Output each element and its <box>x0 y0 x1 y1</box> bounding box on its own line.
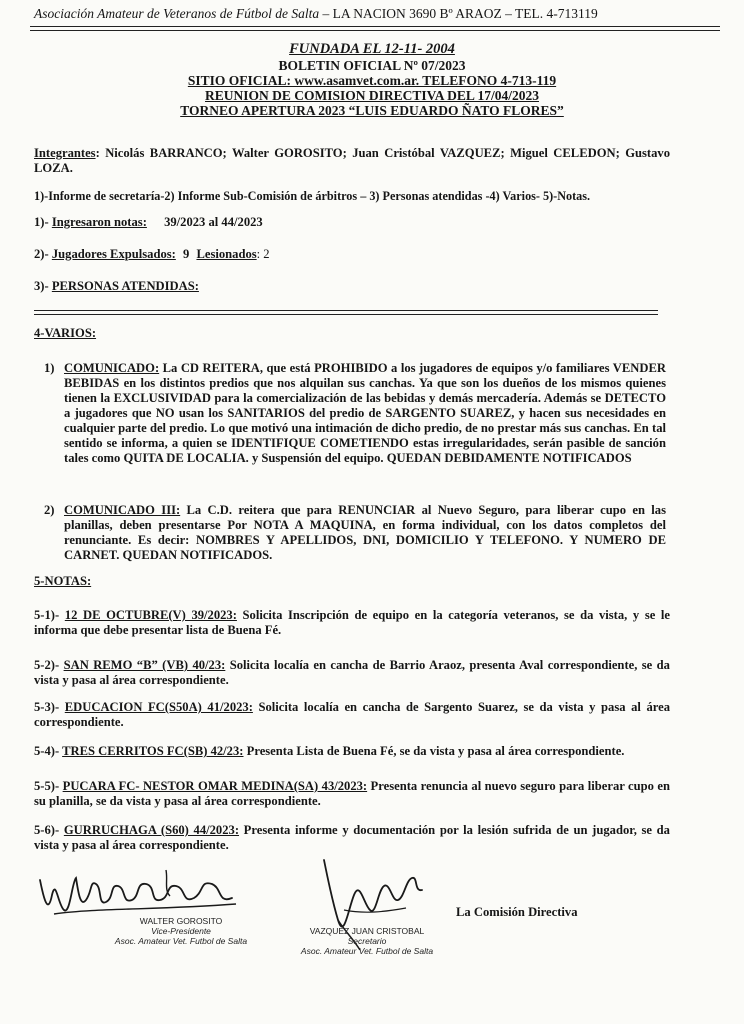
signature-right-name: VAZQUEZ JUAN CRISTOBAL <box>309 926 425 936</box>
note-5-3 <box>34 700 670 730</box>
note-5-4 <box>34 744 670 759</box>
note-5-1 <box>34 608 670 638</box>
note-5-2-title: SAN REMO “B” (VB) 40/23: <box>63 658 226 672</box>
note-5-3-num: 5-3)- <box>34 700 60 714</box>
note-5-6-title: GURRUCHAGA (S60) 44/2023: <box>63 823 240 837</box>
note-5-4-num: 5-4)- <box>34 744 60 758</box>
section-2-num: 2)- <box>34 247 49 261</box>
bulletin-title: BOLETIN OFICIAL Nº 07/2023 <box>278 58 466 73</box>
section-1 <box>34 215 670 230</box>
signature-left-role: Vice-Presidente <box>151 926 211 936</box>
note-5-6-num: 5-6)- <box>34 823 60 837</box>
section-2-injured-label: Lesionados <box>196 247 257 261</box>
section-2-label: Jugadores Expulsados: <box>51 247 176 261</box>
varios-item-2-num: 2) <box>44 503 55 517</box>
note-5-5 <box>34 779 670 809</box>
letterhead <box>34 6 598 22</box>
note-5-2 <box>34 658 670 688</box>
members-label: Integrantes <box>34 146 96 160</box>
section-3 <box>34 279 670 294</box>
letterhead-address: – LA NACION 3690 Bº ARAOZ – TEL. 4-713119 <box>319 6 598 21</box>
agenda-line: 1)-Informe de secretaría-2) Informe Sub-Comisión de árbitros – 3) Personas atendidas -4) Varios- 5)-Notas. <box>34 189 591 203</box>
varios-item-2 <box>64 503 666 563</box>
site-title: SITIO OFICIAL: www.asamvet.com.ar. TELEFONO 4-713-119 <box>187 73 557 88</box>
section-2 <box>34 247 670 262</box>
section-1-value: 39/2023 al 44/2023 <box>164 215 263 229</box>
note-5-1-title: 12 DE OCTUBRE(V) 39/2023: <box>64 608 237 622</box>
section-2-injured: : 2 <box>256 247 270 261</box>
signature-right-org: Asoc. Amateur Vet. Futbol de Salta <box>300 946 434 956</box>
section-1-num: 1)- <box>34 215 49 229</box>
note-5-4-text: Presenta Lista de Buena Fé, se da vista y pasa al área correspondiente. <box>243 744 625 758</box>
note-5-2-text: Solicita localía en cancha de Barrio Araoz, presenta Aval correspondiente, se da vista y pasa al área correspondiente. <box>34 658 670 688</box>
note-5-6-text: Presenta informe y documentación por la lesión sufrida de un jugador, se da vista y pasa al área correspondiente. <box>34 823 670 853</box>
note-5-5-title: PUCARA FC- NESTOR OMAR MEDINA(SA) 43/2023: <box>62 779 368 793</box>
section-divider-2 <box>34 314 658 315</box>
varios-item-1-text: La CD REITERA, que está PROHIBIDO a los jugadores de equipos y/o familiares VENDER BEBIDAS en los distintos predios que nos alquilan sus canchas. Ya que son los dueños de los mismos quienes tienen la EXCLUSIVIDAD para la comercialización de las bebidas y demás mercadería. Además se DETECTO a jugadores que NO usan los SANITARIOS del predio de SARGENTO SUAREZ, y hacen sus necesidades en cualquier parte del predio. Lo que motivó una intimación de dicho predio, de no prestar más sus canchas. En tal sentido se informa, a quien se IDENTIFIQUE COMETIENDO estas irregularidades, serán pasible de sanción tales como QUITA DE LOCALIA. y Suspensión del equipo. QUEDAN DEBIDAMENTE NOTIFICADOS <box>64 361 666 465</box>
letterhead-rule <box>30 26 720 27</box>
founded-title: FUNDADA EL 12-11- 2004 <box>289 41 455 57</box>
closing-signatory: La Comisión Directiva <box>456 905 578 919</box>
note-5-3-title: EDUCACION FC(S50A) 41/2023: <box>64 700 253 714</box>
section-5-heading: 5-NOTAS: <box>34 574 92 588</box>
section-4-heading: 4-VARIOS: <box>34 326 97 340</box>
members-paragraph <box>34 146 670 176</box>
varios-item-2-text: La C.D. reitera que para RENUNCIAR al Nuevo Seguro, para liberar cupo en las planillas, deben presentarse Por NOTA A MAQUINA, en forma individual, con los datos completos del renunciante. Es decir: NOMBRES Y APELLIDOS, DNI, DOMICILIO Y TELEFONO. Y NUMERO DE CARNET. QUEDAN NOTIFICADOS. <box>64 503 666 562</box>
section-3-num: 3)- <box>34 279 49 293</box>
note-5-3-text: Solicita localía en cancha de Sargento Suarez, se da vista y pasa al área correspondiente. <box>34 700 670 730</box>
note-5-5-num: 5-5)- <box>34 779 60 793</box>
note-5-1-num: 5-1)- <box>34 608 60 622</box>
meeting-title: REUNION DE COMISION DIRECTIVA DEL 17/04/2023 <box>205 88 539 103</box>
signature-left <box>86 916 276 946</box>
note-5-1-text: Solicita Inscripción de equipo en la categoría veteranos, se da vista, y se le informa que debe presentar lista de Buena Fé. <box>34 608 670 638</box>
section-1-label: Ingresaron notas: <box>51 215 147 229</box>
signature-right-role: Secretario <box>347 936 387 946</box>
tournament-title: TORNEO APERTURA 2023 “LUIS EDUARDO ÑATO FLORES” <box>180 103 564 118</box>
note-5-5-text: Presenta renuncia al nuevo seguro para liberar cupo en su planilla, se da vista y pasa al área correspondiente. <box>34 779 670 809</box>
signature-left-name: WALTER GOROSITO <box>139 916 223 926</box>
note-5-6 <box>34 823 670 853</box>
letterhead-org: Asociación Amateur de Veteranos de Fútbol de Salta <box>34 6 320 21</box>
section-2-expelled: 9 <box>183 247 190 261</box>
members-names: : Nicolás BARRANCO; Walter GOROSITO; Juan Cristóbal VAZQUEZ; Miguel CELEDON; Gustavo LOZA. <box>34 146 670 176</box>
signature-right <box>282 926 452 956</box>
varios-item-2-title: COMUNICADO III: <box>64 503 181 517</box>
varios-item-1 <box>64 361 666 466</box>
letterhead-rule-2 <box>30 30 720 31</box>
note-5-2-num: 5-2)- <box>34 658 60 672</box>
varios-item-1-num: 1) <box>44 361 55 375</box>
section-3-label: PERSONAS ATENDIDAS: <box>51 279 199 293</box>
note-5-4-title: TRES CERRITOS FC(SB) 42/23: <box>62 744 244 758</box>
signature-left-org: Asoc. Amateur Vet. Futbol de Salta <box>114 936 248 946</box>
varios-item-1-title: COMUNICADO: <box>64 361 160 375</box>
section-divider <box>34 310 658 311</box>
